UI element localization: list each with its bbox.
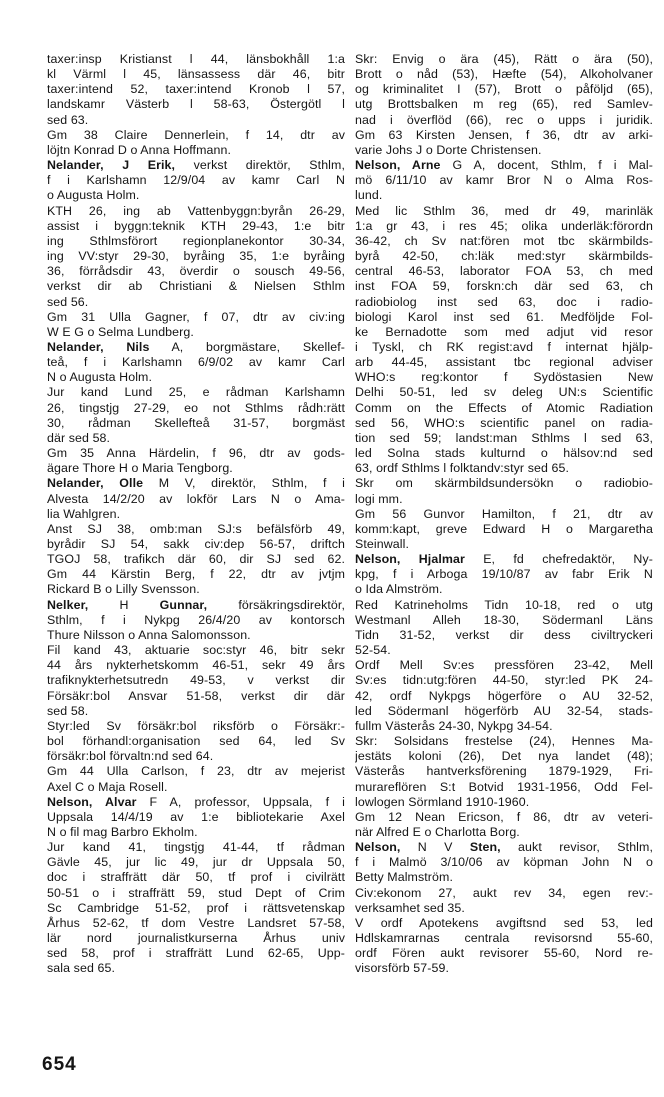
text-line bbox=[47, 249, 345, 264]
line-text: logi mm. bbox=[355, 491, 403, 506]
entry-name: Nelson, Hjalmar bbox=[355, 552, 465, 567]
line-text: Gm 44 Kärstin Berg, f 22, dtr av jvtjm bbox=[47, 567, 345, 582]
line-text: landskamr Västerb l 58-63, Östergötl l bbox=[47, 97, 345, 112]
line-text: og kriminalitet I (57), Brott o påföljd (65), bbox=[355, 82, 653, 97]
line-text: ing Sthlmsförort regionplanekontor 30-34, bbox=[47, 233, 345, 248]
text-line bbox=[47, 552, 345, 567]
text-line bbox=[355, 234, 653, 249]
left-column bbox=[47, 52, 345, 977]
line-text: Westmanl Alleh 18-30, Södermanl Läns bbox=[355, 612, 653, 627]
text-line bbox=[355, 385, 653, 400]
text-line bbox=[355, 780, 653, 795]
line-text: G A, docent, Sthlm, f i Mal- bbox=[440, 158, 653, 173]
text-line bbox=[47, 886, 345, 901]
line-text: försäkr:bol förvaltn:nd sed 64. bbox=[47, 749, 214, 764]
line-text: 30, rådman Skellefteå 31-57, borgmäst bbox=[47, 415, 345, 430]
text-line bbox=[355, 143, 653, 158]
text-line bbox=[47, 158, 345, 173]
text-line bbox=[47, 658, 345, 673]
text-line bbox=[355, 855, 653, 870]
line-text: teå, f i Karlshamn 6/9/02 av kamr Carl bbox=[47, 355, 345, 370]
text-line bbox=[355, 734, 653, 749]
line-text: Skr om skärmbildsundersökn o radiobio- bbox=[355, 476, 653, 491]
text-line bbox=[47, 264, 345, 279]
line-text: V ordf Apotekens avgiftsnd sed 53, led bbox=[355, 915, 653, 930]
line-text: N o fil mag Barbro Ekholm. bbox=[47, 824, 198, 839]
text-line bbox=[47, 188, 345, 203]
line-text: Sthlm, f i Nykpg 26/4/20 av kontorsch bbox=[47, 612, 345, 627]
text-line bbox=[47, 325, 345, 340]
line-text: sed 56. bbox=[47, 294, 89, 309]
line-text: Civ:ekonom 27, aukt rev 34, egen rev:- bbox=[355, 885, 653, 900]
line-text: varie Johs J o Dorte Christensen. bbox=[355, 142, 542, 157]
line-text: E, fd chefredaktör, Ny- bbox=[464, 552, 653, 567]
text-line bbox=[355, 476, 653, 491]
text-line bbox=[47, 234, 345, 249]
line-text: Gm 44 Ulla Carlson, f 23, dtr av mejerist bbox=[47, 764, 345, 779]
text-line bbox=[47, 67, 345, 82]
line-text: ke Bernadotte som med adjut vid resor bbox=[355, 324, 653, 339]
text-line bbox=[355, 795, 653, 810]
line-text: bol förhandl:organisation sed 64, led Sv bbox=[47, 734, 345, 749]
line-text: central 46-53, laborator FOA 53, ch med bbox=[355, 264, 653, 279]
line-text: trafiknykterhetsutredn 49-53, v verkst dir bbox=[47, 673, 345, 688]
text-line bbox=[355, 401, 653, 416]
line-text: 52-54. bbox=[355, 643, 391, 658]
text-line bbox=[355, 689, 653, 704]
line-text: murareflören S:t Botvid 1931-1956, Odd Fel- bbox=[355, 779, 653, 794]
text-line bbox=[47, 643, 345, 658]
line-text: sed 58, prof i straffrätt Lund 62-65, Upp- bbox=[47, 946, 345, 961]
line-text: löjtn Konrad D o Anna Hoffmann. bbox=[47, 142, 232, 157]
line-text: H bbox=[88, 597, 160, 612]
line-text: byrådir SJ 54, sakk civ:dep 56-57, driftch bbox=[47, 537, 345, 551]
line-text: Gävle 45, jur lic 49, jur dr Uppsala 50, bbox=[47, 855, 345, 870]
entry-name: Nelander, J Erik, bbox=[47, 158, 176, 173]
line-text: 42, ordf Nykpgs högerföre o AU 32-52, bbox=[355, 688, 653, 703]
line-text: Jur kand 41, tingstjg 41-44, tf rådman bbox=[47, 840, 345, 855]
line-text: 1:a gr 43, i res 45; olika underläk:förordn bbox=[355, 218, 653, 233]
entry-name: Nelson, Alvar bbox=[47, 794, 137, 809]
page-number: 654 bbox=[42, 1054, 77, 1075]
text-line bbox=[355, 810, 653, 825]
text-line bbox=[47, 764, 345, 779]
text-line bbox=[47, 961, 345, 976]
text-line bbox=[47, 567, 345, 582]
line-text: A, borgmästare, Skellef- bbox=[149, 339, 345, 354]
line-text: sed 63. bbox=[47, 112, 89, 127]
line-text: led Solna stads kulturnd o hälsov:nd sed bbox=[355, 446, 653, 461]
text-line bbox=[355, 613, 653, 628]
text-line bbox=[355, 582, 653, 597]
text-line bbox=[355, 340, 653, 355]
text-line bbox=[355, 749, 653, 764]
line-text: verkst dir ab Christiani & Nielsen Sthlm bbox=[47, 279, 345, 294]
text-line bbox=[47, 340, 345, 355]
text-line bbox=[355, 355, 653, 370]
line-text: arb 44-45, assistant tbc regional adviser bbox=[355, 355, 653, 370]
line-text: o Augusta Holm. bbox=[47, 188, 140, 203]
line-text: Gm 63 Kirsten Jensen, f 36, dtr av arki- bbox=[355, 127, 653, 142]
text-line bbox=[47, 673, 345, 688]
line-text: Århus 52-62, tf dom Vestre Landsret 57-58, bbox=[47, 915, 345, 930]
line-text: Sv:es tidn:utg:fören 44-50, styr:led PK 24- bbox=[355, 673, 653, 688]
line-text: Anst SJ 38, omb:man SJ:s befälsförb 49, bbox=[47, 521, 345, 536]
text-line bbox=[47, 582, 345, 597]
line-text: 50-51 o i straffrätt 59, stud Dept of Crim bbox=[47, 885, 345, 900]
text-line bbox=[47, 355, 345, 370]
text-line bbox=[47, 810, 345, 825]
text-line bbox=[47, 385, 345, 400]
text-line bbox=[355, 643, 653, 658]
line-text: verksamhet sed 35. bbox=[355, 900, 465, 915]
line-text: Gm 35 Anna Härdelin, f 96, dtr av gods- bbox=[47, 446, 345, 461]
text-line bbox=[47, 840, 345, 855]
line-text: Uppsala 14/4/19 av 1:e bibliotekarie Axel bbox=[47, 809, 345, 824]
line-text: Västerås hantverksförening 1879-1929, Fri- bbox=[355, 764, 653, 779]
line-text: kl Värml l 45, länsassess där 46, bitr bbox=[47, 67, 345, 82]
line-text: tion sed 59; landst:man Sthlms l sed 63, bbox=[355, 430, 653, 445]
entry-name: Nelson, bbox=[355, 840, 401, 855]
text-line bbox=[355, 507, 653, 522]
text-line bbox=[47, 689, 345, 704]
line-text: Delhi 50-51, led sv deleg UN:s Scientific bbox=[355, 385, 653, 400]
line-text: Betty Malmström. bbox=[355, 870, 453, 885]
line-text: f i Karlshamn 12/9/04 av kamr Carl N bbox=[47, 173, 345, 188]
text-line bbox=[47, 734, 345, 749]
line-text: 36-42, ch Sv nat:fören mot tbc skärmbilds- bbox=[355, 233, 653, 248]
text-line bbox=[355, 113, 653, 128]
text-line bbox=[47, 310, 345, 325]
line-text: Gm 56 Gunvor Hamilton, f 21, dtr av bbox=[355, 506, 653, 521]
text-line bbox=[355, 295, 653, 310]
entry-name: Sten, bbox=[469, 840, 501, 855]
text-line bbox=[355, 188, 653, 203]
line-text: taxer:intend 52, taxer:intend Kronob l 57, bbox=[47, 82, 345, 97]
line-text: Gm 38 Claire Dennerlein, f 14, dtr av bbox=[47, 127, 345, 142]
entry-name: Nelson, Arne bbox=[355, 158, 441, 173]
line-text: Med lic Sthlm 36, med dr 49, marinläk bbox=[355, 203, 653, 218]
line-text: när Alfred E o Charlotta Borg. bbox=[355, 824, 520, 839]
line-text: inst FOA 59, forskn:ch där sed 63, ch bbox=[355, 279, 653, 294]
text-line bbox=[355, 840, 653, 855]
text-line bbox=[355, 492, 653, 507]
text-line bbox=[47, 931, 345, 946]
text-line bbox=[355, 628, 653, 643]
line-text: W E G o Selma Lundberg. bbox=[47, 324, 194, 339]
line-text: doc i straffrätt där 50, tf prof i civilrätt bbox=[47, 870, 345, 885]
text-line bbox=[355, 825, 653, 840]
entry-name: Gunnar, bbox=[159, 597, 208, 612]
text-line bbox=[355, 552, 653, 567]
text-line bbox=[47, 401, 345, 416]
line-text: verkst direktör, Sthlm, bbox=[175, 158, 345, 173]
text-line bbox=[355, 82, 653, 97]
text-line bbox=[355, 67, 653, 82]
text-line bbox=[355, 567, 653, 582]
text-line bbox=[355, 961, 653, 976]
line-text: Sc Cambridge 51-52, prof i rättsvetenskap bbox=[47, 900, 345, 915]
text-line bbox=[47, 461, 345, 476]
line-text: där sed 58. bbox=[47, 430, 111, 445]
line-text: Ordf Mell Sv:es pressfören 23-42, Mell bbox=[355, 658, 653, 673]
text-line bbox=[47, 825, 345, 840]
text-line bbox=[355, 946, 653, 961]
text-line bbox=[355, 886, 653, 901]
line-text: Styr:led Sv försäkr:bol riksförb o Försäkr:- bbox=[47, 718, 345, 733]
line-text: ing VV:styr 29-30, byråing 35, 1:e byråing bbox=[47, 249, 345, 264]
line-text: mö 6/11/10 av kamr Bror N o Alma Ros- bbox=[355, 173, 653, 188]
text-line bbox=[47, 219, 345, 234]
text-line bbox=[47, 128, 345, 143]
text-line bbox=[47, 704, 345, 719]
line-text: lär nord journalistkurserna Århus univ bbox=[47, 931, 345, 946]
text-line bbox=[355, 431, 653, 446]
text-line bbox=[47, 537, 345, 552]
text-line bbox=[47, 97, 345, 112]
text-line bbox=[355, 931, 653, 946]
line-text: 26, tingstjg 27-29, eo not Sthlms rådh:rätt bbox=[47, 400, 345, 415]
line-text: ägare Thore H o Maria Tengborg. bbox=[47, 461, 233, 476]
line-text: Hdlskamrarnas centrala revisorsnd 55-60, bbox=[355, 931, 653, 946]
line-text: Comm on the Effects of Atomic Radiation bbox=[355, 400, 653, 415]
line-text: 44 års nykterhetskomm 46-51, sekr 49 års bbox=[47, 658, 345, 673]
text-line bbox=[47, 279, 345, 294]
line-text: nad i överflöd (66), rec o upps i juridik. bbox=[355, 112, 653, 127]
line-text: lowlogen Sörmland 1910-1960. bbox=[355, 794, 530, 809]
line-text: i Tyskl, ch RK regist:avd f internat hjälp- bbox=[355, 339, 653, 354]
text-line bbox=[47, 370, 345, 385]
text-line bbox=[355, 537, 653, 552]
text-line bbox=[355, 264, 653, 279]
text-line bbox=[47, 628, 345, 643]
text-line bbox=[47, 143, 345, 158]
text-line bbox=[355, 97, 653, 112]
text-line bbox=[47, 416, 345, 431]
line-text: Steinwall. bbox=[355, 537, 410, 551]
text-line bbox=[355, 370, 653, 385]
text-line bbox=[47, 719, 345, 734]
line-text: Alvesta 14/2/20 av lokför Lars N o Ama- bbox=[47, 491, 345, 506]
line-text: M V, direktör, Sthlm, f i bbox=[143, 476, 345, 491]
text-line bbox=[355, 204, 653, 219]
text-line bbox=[355, 461, 653, 476]
line-text: Gm 12 Nean Ericson, f 86, dtr av veteri- bbox=[355, 809, 653, 824]
text-line bbox=[47, 780, 345, 795]
line-text: TGOJ 58, trafikch där 60, dir SJ sed 62. bbox=[47, 552, 345, 567]
line-text: sed 58. bbox=[47, 703, 89, 718]
text-line bbox=[355, 658, 653, 673]
text-line bbox=[355, 310, 653, 325]
text-line bbox=[355, 325, 653, 340]
text-line bbox=[355, 416, 653, 431]
line-text: led Södermanl högerförb AU 32-54, stads- bbox=[355, 703, 653, 718]
line-text: assist i byggn:teknik KTH 29-43, 1:e bitr bbox=[47, 218, 345, 233]
line-text: WHO:s reg:kontor f Sydöstasien New bbox=[355, 370, 653, 385]
line-text: Skr: Solsidans frestelse (24), Hennes Ma- bbox=[355, 734, 653, 749]
line-text: fullm Västerås 24-30, Nykpg 34-54. bbox=[355, 718, 553, 733]
text-line bbox=[47, 446, 345, 461]
line-text: taxer:insp Kristianst l 44, länsbokhåll 1:a bbox=[47, 52, 345, 66]
text-line bbox=[355, 52, 653, 67]
text-line bbox=[355, 673, 653, 688]
line-text: Brott o nåd (53), Hæfte (54), Alkoholvaner bbox=[355, 67, 653, 82]
line-text: ordf Fören aukt revisorer 55-60, Nord re- bbox=[355, 946, 653, 961]
text-line bbox=[47, 916, 345, 931]
line-text: Jur kand Lund 25, e rådman Karlshamn bbox=[47, 385, 345, 400]
text-line bbox=[355, 219, 653, 234]
line-text: KTH 26, ing ab Vattenbyggn:byrån 26-29, bbox=[47, 203, 345, 218]
line-text: N V bbox=[400, 840, 470, 855]
line-text: Red Katrineholms Tidn 10-18, red o utg bbox=[355, 597, 653, 612]
text-line bbox=[355, 279, 653, 294]
line-text: biologi Karol inst sed 61. Medföljde Fol- bbox=[355, 309, 653, 324]
text-line bbox=[47, 507, 345, 522]
text-line bbox=[47, 855, 345, 870]
text-line bbox=[47, 946, 345, 961]
text-line bbox=[47, 492, 345, 507]
line-text: Axel C o Maja Rosell. bbox=[47, 779, 168, 794]
text-line bbox=[355, 249, 653, 264]
line-text: sed 56, WHO:s scientific panel on radia- bbox=[355, 415, 653, 430]
entry-name: Nelander, Olle bbox=[47, 476, 144, 491]
entry-name: Nelander, Nils bbox=[47, 339, 150, 354]
line-text: o Ida Almström. bbox=[355, 582, 443, 597]
text-line bbox=[47, 52, 345, 67]
line-text: Skr: Envig o ära (45), Rätt o ära (50), bbox=[355, 52, 653, 66]
line-text: försäkringsdirektör, bbox=[207, 597, 345, 612]
entry-name: Nelker, bbox=[47, 597, 89, 612]
line-text: radiobiolog inst sed 63, doc i radio- bbox=[355, 294, 653, 309]
line-text: jestäts koloni (26), Det nya landet (48); bbox=[355, 749, 653, 764]
text-line bbox=[47, 598, 345, 613]
right-column bbox=[355, 52, 653, 977]
text-line bbox=[47, 476, 345, 491]
text-line bbox=[47, 173, 345, 188]
text-line bbox=[355, 901, 653, 916]
text-line bbox=[355, 764, 653, 779]
line-text: lund. bbox=[355, 188, 383, 203]
line-text: Försäkr:bol Ansvar 51-58, verkst dir där bbox=[47, 688, 345, 703]
text-line bbox=[355, 870, 653, 885]
line-text: N o Augusta Holm. bbox=[47, 370, 153, 385]
text-line bbox=[355, 158, 653, 173]
text-line bbox=[47, 113, 345, 128]
text-line bbox=[47, 749, 345, 764]
line-text: Fil kand 43, aktuarie soc:styr 46, bitr sekr bbox=[47, 643, 345, 658]
line-text: visorsförb 57-59. bbox=[355, 961, 449, 976]
line-text: Tidn 31-52, verkst dir dess civiltryckeri bbox=[355, 627, 653, 642]
text-line bbox=[47, 82, 345, 97]
text-line bbox=[355, 173, 653, 188]
text-line bbox=[47, 795, 345, 810]
line-text: Rickard B o Lilly Svensson. bbox=[47, 582, 200, 597]
text-line bbox=[47, 870, 345, 885]
text-line bbox=[355, 522, 653, 537]
text-line bbox=[355, 916, 653, 931]
line-text: Thure Nilsson o Anna Salomonsson. bbox=[47, 627, 251, 642]
text-line bbox=[47, 204, 345, 219]
text-line bbox=[355, 704, 653, 719]
line-text: 63, ordf Sthlms l folktandv:styr sed 65. bbox=[355, 461, 570, 476]
text-line bbox=[47, 522, 345, 537]
text-line bbox=[355, 719, 653, 734]
line-text: aukt revisor, Sthlm, bbox=[500, 840, 653, 855]
text-line bbox=[355, 598, 653, 613]
line-text: f i Malmö 3/10/06 av köpman John N o bbox=[355, 855, 653, 870]
line-text: sala sed 65. bbox=[47, 961, 116, 976]
text-line bbox=[355, 128, 653, 143]
line-text: utg Brottsbalken m reg (65), red Samlev- bbox=[355, 97, 653, 112]
text-line bbox=[355, 446, 653, 461]
line-text: byrå 42-50, ch:läk med:styr skärmbilds- bbox=[355, 249, 653, 264]
text-line bbox=[47, 431, 345, 446]
text-line bbox=[47, 613, 345, 628]
line-text: F A, professor, Uppsala, f i bbox=[136, 794, 345, 809]
line-text: komm:kapt, greve Edward H o Margaretha bbox=[355, 521, 653, 536]
line-text: 36, förrådsdir 43, överdir o sousch 49-56, bbox=[47, 264, 345, 279]
line-text: kpg, f i Arboga 19/10/87 av fabr Erik N bbox=[355, 567, 653, 582]
line-text: Gm 31 Ulla Gagner, f 07, dtr av civ:ing bbox=[47, 309, 345, 324]
text-line bbox=[47, 295, 345, 310]
line-text: lia Wahlgren. bbox=[47, 506, 121, 521]
text-line bbox=[47, 901, 345, 916]
